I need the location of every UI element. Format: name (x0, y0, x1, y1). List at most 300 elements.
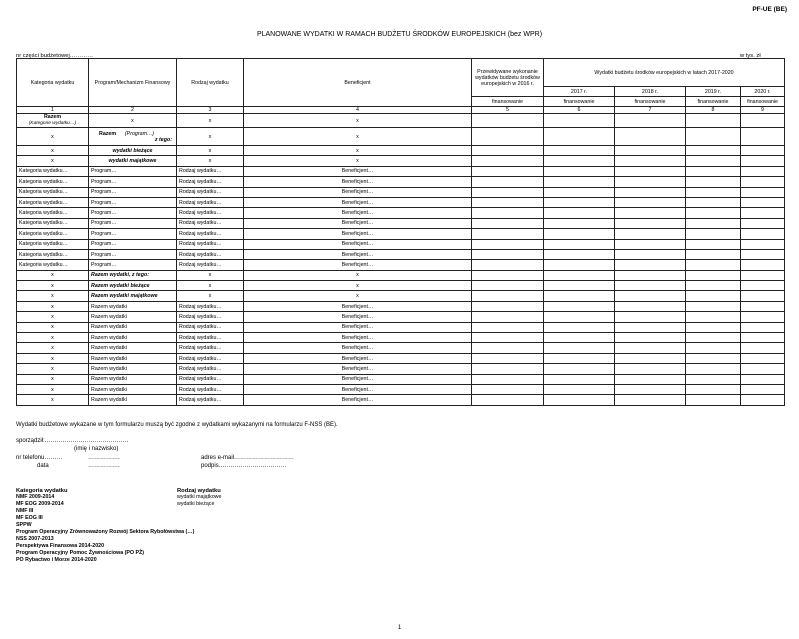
value-cell[interactable] (686, 312, 741, 322)
prepared-by: sporządził:…………………………………… (16, 438, 129, 444)
legend-item: NSS 2007-2013 (16, 536, 54, 542)
column-number: 8 (686, 107, 741, 114)
value-cell[interactable] (544, 114, 615, 128)
column-number: 7 (615, 107, 686, 114)
value-cell[interactable] (741, 322, 785, 332)
value-cell[interactable] (615, 177, 686, 187)
table-cell: Beneficjent… (244, 239, 472, 249)
table-cell: Kategoria wydatku… (17, 208, 89, 218)
expenditure-table (16, 58, 785, 406)
table-row (17, 239, 785, 249)
value-cell[interactable] (472, 270, 544, 280)
value-cell[interactable] (472, 374, 544, 384)
value-cell[interactable] (686, 177, 741, 187)
table-cell: Beneficjent… (244, 333, 472, 343)
table-cell: Razem wydatki, z tego: (89, 270, 177, 280)
column-number: 5 (472, 107, 544, 114)
table-cell: x (177, 114, 244, 128)
value-cell[interactable] (615, 166, 686, 176)
value-cell[interactable] (472, 249, 544, 259)
value-cell[interactable] (472, 146, 544, 156)
legend-item: wydatki bieżące (177, 501, 215, 507)
table-cell: Beneficjent… (244, 249, 472, 259)
value-cell[interactable] (741, 208, 785, 218)
table-cell: x (17, 281, 89, 291)
value-cell[interactable] (686, 146, 741, 156)
table-cell: Rodzaj wydatku… (177, 177, 244, 187)
table-row (17, 260, 785, 270)
table-cell: Rodzaj wydatku… (177, 353, 244, 363)
value-cell[interactable] (615, 197, 686, 207)
value-cell[interactable] (544, 166, 615, 176)
column-number: 3 (177, 107, 244, 114)
value-cell[interactable] (544, 364, 615, 374)
table-cell: Rodzaj wydatku… (177, 301, 244, 311)
value-cell[interactable] (741, 270, 785, 280)
value-cell[interactable] (741, 156, 785, 166)
value-cell[interactable] (741, 128, 785, 146)
value-cell[interactable] (615, 208, 686, 218)
legend-categories-title: Kategoria wydatku (16, 488, 68, 494)
value-cell[interactable] (741, 114, 785, 128)
table-cell: Rodzaj wydatku… (177, 322, 244, 332)
value-cell[interactable] (544, 208, 615, 218)
value-cell[interactable] (615, 218, 686, 228)
detail-rows (17, 301, 785, 405)
table-cell: x (244, 128, 472, 146)
table-cell: x (17, 322, 89, 332)
table-cell: Kategoria wydatku… (17, 229, 89, 239)
value-cell[interactable] (472, 128, 544, 146)
table-cell: x (17, 374, 89, 384)
table-cell: Rodzaj wydatku… (177, 384, 244, 394)
program-total-label: Razem (99, 130, 117, 137)
value-cell[interactable] (741, 187, 785, 197)
table-cell: x (17, 128, 89, 146)
table-cell: x (17, 270, 89, 280)
value-cell[interactable] (472, 343, 544, 353)
table-cell: Rodzaj wydatku… (177, 229, 244, 239)
table-cell: Razem wydatki (89, 353, 177, 363)
table-cell: Beneficjent… (244, 177, 472, 187)
value-cell[interactable] (544, 128, 615, 146)
table-cell: Kategoria wydatku… (17, 218, 89, 228)
column-number: 1 (17, 107, 89, 114)
value-cell[interactable] (686, 333, 741, 343)
value-cell[interactable] (472, 364, 544, 374)
value-cell[interactable] (686, 322, 741, 332)
value-cell[interactable] (615, 229, 686, 239)
value-cell[interactable] (686, 156, 741, 166)
value-cell[interactable] (615, 281, 686, 291)
value-cell[interactable] (741, 218, 785, 228)
value-cell[interactable] (741, 239, 785, 249)
value-cell[interactable] (686, 208, 741, 218)
table-cell: x (244, 270, 472, 280)
legend-item: Perspektywa Finansowa 2014-2020 (16, 543, 105, 549)
value-cell[interactable] (615, 114, 686, 128)
column-number: 6 (544, 107, 615, 114)
table-cell: x (17, 364, 89, 374)
value-cell[interactable] (741, 146, 785, 156)
value-cell[interactable] (544, 229, 615, 239)
value-cell[interactable] (741, 281, 785, 291)
legend-types (177, 488, 221, 508)
table-row (17, 166, 785, 176)
table-cell: Rodzaj wydatku… (177, 208, 244, 218)
legend-item: NMF III (16, 508, 34, 514)
value-cell[interactable] (686, 301, 741, 311)
legend-item: PO Rybactwo i Morze 2014-2020 (16, 557, 97, 563)
value-cell[interactable] (615, 333, 686, 343)
value-cell[interactable] (686, 260, 741, 270)
value-cell[interactable] (686, 218, 741, 228)
table-cell: Rodzaj wydatku… (177, 260, 244, 270)
page-number: 1 (397, 625, 402, 631)
table-row (17, 218, 785, 228)
table-row (17, 301, 785, 311)
program-total-cell (89, 128, 177, 146)
value-cell[interactable] (472, 260, 544, 270)
program-total-sub: (Program…) (124, 130, 155, 137)
value-cell[interactable] (544, 270, 615, 280)
table-cell: Razem wydatki (89, 384, 177, 394)
value-cell[interactable] (472, 301, 544, 311)
value-cell[interactable] (615, 322, 686, 332)
table-cell: x (17, 343, 89, 353)
table-cell: Rodzaj wydatku… (177, 249, 244, 259)
value-cell[interactable] (544, 312, 615, 322)
value-cell[interactable] (472, 322, 544, 332)
value-cell[interactable] (544, 353, 615, 363)
table-cell: Kategoria wydatku… (17, 239, 89, 249)
table-cell: x (17, 333, 89, 343)
table-cell: x (244, 156, 472, 166)
legend-categories-list (16, 494, 194, 564)
column-number: 9 (741, 107, 785, 114)
header-year: 2020 r. (741, 87, 785, 97)
table-cell: Kategoria wydatku… (17, 166, 89, 176)
budget-part-label: nr części budżetowej………… (16, 53, 93, 59)
table-cell: Rodzaj wydatku… (177, 333, 244, 343)
value-cell[interactable] (686, 270, 741, 280)
table-cell: Rodzaj wydatku… (177, 395, 244, 405)
program-total-note: z tego: (154, 136, 172, 143)
value-cell[interactable] (472, 177, 544, 187)
value-cell[interactable] (741, 384, 785, 394)
table-cell: Program… (89, 218, 177, 228)
value-cell[interactable] (615, 156, 686, 166)
value-cell[interactable] (615, 291, 686, 301)
value-cell[interactable] (544, 177, 615, 187)
value-cell[interactable] (544, 322, 615, 332)
table-cell: x (244, 114, 472, 128)
legend-categories (16, 488, 194, 564)
table-row (17, 353, 785, 363)
value-cell[interactable] (741, 291, 785, 301)
value-cell[interactable] (741, 312, 785, 322)
value-cell[interactable] (615, 374, 686, 384)
table-cell: x (177, 281, 244, 291)
table-cell: Rodzaj wydatku… (177, 218, 244, 228)
table-cell: x (17, 395, 89, 405)
value-cell[interactable] (741, 249, 785, 259)
table-cell: Beneficjent… (244, 374, 472, 384)
value-cell[interactable] (686, 364, 741, 374)
table-cell: Rodzaj wydatku… (177, 197, 244, 207)
table-row (17, 281, 785, 291)
value-cell[interactable] (686, 187, 741, 197)
table-cell: x (244, 281, 472, 291)
table-row (17, 333, 785, 343)
value-cell[interactable] (544, 197, 615, 207)
value-cell[interactable] (615, 260, 686, 270)
value-cell[interactable] (686, 239, 741, 249)
table-cell: x (17, 384, 89, 394)
header-financing: finansowanie (615, 97, 686, 107)
value-cell[interactable] (615, 301, 686, 311)
table-cell: x (17, 353, 89, 363)
value-cell[interactable] (472, 395, 544, 405)
value-cell[interactable] (686, 166, 741, 176)
value-cell[interactable] (686, 353, 741, 363)
summary-total-sub: (Kategorie wydatku…) (28, 120, 77, 126)
table-cell: Program… (89, 229, 177, 239)
legend-item: MF EOG 2009-2014 (16, 501, 64, 507)
value-cell[interactable] (544, 218, 615, 228)
header-financing: finansowanie (472, 97, 544, 107)
value-cell[interactable] (741, 177, 785, 187)
table-row (17, 187, 785, 197)
table-cell: Razem wydatki (89, 301, 177, 311)
table-cell: Kategoria wydatku… (17, 197, 89, 207)
value-cell[interactable] (472, 312, 544, 322)
value-cell[interactable] (544, 291, 615, 301)
table-cell: Razem wydatki majątkowe (89, 291, 177, 301)
value-cell[interactable] (686, 343, 741, 353)
value-cell[interactable] (544, 281, 615, 291)
value-cell[interactable] (544, 156, 615, 166)
table-cell: x (244, 146, 472, 156)
value-cell[interactable] (615, 384, 686, 394)
value-cell[interactable] (544, 146, 615, 156)
email-label: adres e-mail………………………… (201, 455, 295, 461)
table-cell: Beneficjent… (244, 197, 472, 207)
value-cell[interactable] (741, 364, 785, 374)
value-cell[interactable] (615, 395, 686, 405)
value-cell[interactable] (741, 343, 785, 353)
table-cell: Program… (89, 260, 177, 270)
table-cell: Razem wydatki (89, 312, 177, 322)
value-cell[interactable] (472, 333, 544, 343)
table-row (17, 249, 785, 259)
value-cell[interactable] (544, 333, 615, 343)
table-cell: Razem wydatki (89, 395, 177, 405)
header-beneficiary: Beneficjent (244, 59, 472, 107)
table-cell: Razem wydatki (89, 333, 177, 343)
value-cell[interactable] (615, 312, 686, 322)
date-label: data (37, 463, 49, 469)
table-cell: Beneficjent… (244, 395, 472, 405)
table-cell: x (177, 156, 244, 166)
value-cell[interactable] (686, 128, 741, 146)
signature-label: podpis……………………………. (201, 463, 287, 469)
table-row (17, 270, 785, 280)
table-row (17, 291, 785, 301)
value-cell[interactable] (472, 239, 544, 249)
value-cell[interactable] (615, 270, 686, 280)
table-cell: x (177, 128, 244, 146)
value-cell[interactable] (615, 364, 686, 374)
value-cell[interactable] (544, 260, 615, 270)
summary-total-label: Razem (43, 114, 62, 120)
table-row (17, 177, 785, 187)
value-cell[interactable] (472, 156, 544, 166)
table-row (17, 343, 785, 353)
table-cell: Kategoria wydatku… (17, 260, 89, 270)
table-cell: Beneficjent… (244, 229, 472, 239)
value-cell[interactable] (686, 197, 741, 207)
value-cell[interactable] (615, 249, 686, 259)
value-cell[interactable] (544, 343, 615, 353)
table-cell: Beneficjent… (244, 301, 472, 311)
value-cell[interactable] (544, 374, 615, 384)
category-rows (17, 166, 785, 270)
table-row (17, 229, 785, 239)
table-cell: Beneficjent… (244, 353, 472, 363)
value-cell[interactable] (741, 353, 785, 363)
legend-item: SPPW (16, 522, 32, 528)
value-cell[interactable] (544, 239, 615, 249)
value-cell[interactable] (686, 384, 741, 394)
table-cell: x (177, 291, 244, 301)
value-cell[interactable] (615, 128, 686, 146)
table-row (17, 384, 785, 394)
consistency-note: Wydatki budżetowe wykazane w tym formularzu muszą być zgodne z wydatkami wykazanymi na formularzu F-NSS (BE). (16, 422, 338, 428)
table-row (17, 395, 785, 405)
table-cell: Razem wydatki bieżące (89, 281, 177, 291)
table-cell: Rodzaj wydatku… (177, 312, 244, 322)
header-category: Kategoria wydatku (17, 59, 89, 107)
value-cell[interactable] (741, 301, 785, 311)
value-cell[interactable] (686, 374, 741, 384)
header-years-group: Wydatki budżetu środków europejskich w latach 2017-2020 (544, 59, 785, 87)
value-cell[interactable] (686, 291, 741, 301)
value-cell[interactable] (615, 353, 686, 363)
legend-item: Program Operacyjny Pomoc Żywnościowa (PO PŻ) (16, 550, 145, 556)
value-cell[interactable] (544, 301, 615, 311)
table-cell: wydatki bieżące (89, 146, 177, 156)
table-cell: Razem wydatki (89, 322, 177, 332)
value-cell[interactable] (472, 291, 544, 301)
header-financing: finansowanie (741, 97, 785, 107)
summary-total-cell (17, 114, 89, 128)
value-cell[interactable] (741, 374, 785, 384)
table-cell: x (17, 146, 89, 156)
header-year: 2018 r. (615, 87, 686, 97)
value-cell[interactable] (472, 114, 544, 128)
value-cell[interactable] (741, 260, 785, 270)
table-cell: Program… (89, 239, 177, 249)
table-cell: Program… (89, 166, 177, 176)
value-cell[interactable] (686, 395, 741, 405)
value-cell[interactable] (686, 281, 741, 291)
table-cell: Razem wydatki (89, 343, 177, 353)
table-cell: Razem wydatki (89, 374, 177, 384)
value-cell[interactable] (472, 281, 544, 291)
table-cell: Beneficjent… (244, 260, 472, 270)
value-cell[interactable] (472, 187, 544, 197)
table-cell: Beneficjent… (244, 208, 472, 218)
value-cell[interactable] (686, 249, 741, 259)
value-cell[interactable] (472, 229, 544, 239)
table-cell: Program… (89, 197, 177, 207)
table-cell: x (177, 270, 244, 280)
table-row (17, 322, 785, 332)
table-cell: Beneficjent… (244, 384, 472, 394)
value-cell[interactable] (472, 353, 544, 363)
header-financing: finansowanie (544, 97, 615, 107)
column-number: 4 (244, 107, 472, 114)
table-cell: Rodzaj wydatku… (177, 166, 244, 176)
value-cell[interactable] (741, 229, 785, 239)
table-cell: Kategoria wydatku… (17, 187, 89, 197)
date-dots: ……………. (88, 463, 120, 469)
value-cell[interactable] (686, 114, 741, 128)
form-code: PF-UE (BE) (752, 6, 787, 13)
column-number: 2 (89, 107, 177, 114)
value-cell[interactable] (544, 384, 615, 394)
table-cell: x (17, 291, 89, 301)
header-year: 2019 r. (686, 87, 741, 97)
table-row (17, 364, 785, 374)
value-cell[interactable] (741, 333, 785, 343)
value-cell[interactable] (615, 239, 686, 249)
table-cell: Program… (89, 187, 177, 197)
value-cell[interactable] (741, 395, 785, 405)
table-row (17, 197, 785, 207)
value-cell[interactable] (472, 218, 544, 228)
table-cell: Kategoria wydatku… (17, 177, 89, 187)
value-cell[interactable] (544, 187, 615, 197)
table-cell: Beneficjent… (244, 343, 472, 353)
value-cell[interactable] (544, 249, 615, 259)
value-cell[interactable] (615, 146, 686, 156)
header-forecast-2016: Przewidywane wykonanie wydatków budżetu środków europejskich w 2016 r. (472, 59, 544, 97)
page-title: PLANOWANE WYDATKI W RAMACH BUDŻETU ŚRODKÓW EUROPEJSKICH (bez WPR) (256, 31, 543, 38)
table-cell: x (17, 301, 89, 311)
value-cell[interactable] (741, 197, 785, 207)
value-cell[interactable] (472, 166, 544, 176)
value-cell[interactable] (686, 229, 741, 239)
header-program: Program/Mechanizm Finansowy (89, 59, 177, 107)
value-cell[interactable] (472, 384, 544, 394)
table-cell: Razem wydatki (89, 364, 177, 374)
value-cell[interactable] (472, 197, 544, 207)
table-cell: Program… (89, 249, 177, 259)
value-cell[interactable] (741, 166, 785, 176)
table-cell: x (89, 114, 177, 128)
table-cell: Rodzaj wydatku… (177, 187, 244, 197)
value-cell[interactable] (615, 343, 686, 353)
table-cell: Beneficjent… (244, 187, 472, 197)
value-cell[interactable] (615, 187, 686, 197)
value-cell[interactable] (472, 208, 544, 218)
value-cell[interactable] (544, 395, 615, 405)
table-row (17, 374, 785, 384)
header-financing: finansowanie (686, 97, 741, 107)
table-cell: Rodzaj wydatku… (177, 343, 244, 353)
